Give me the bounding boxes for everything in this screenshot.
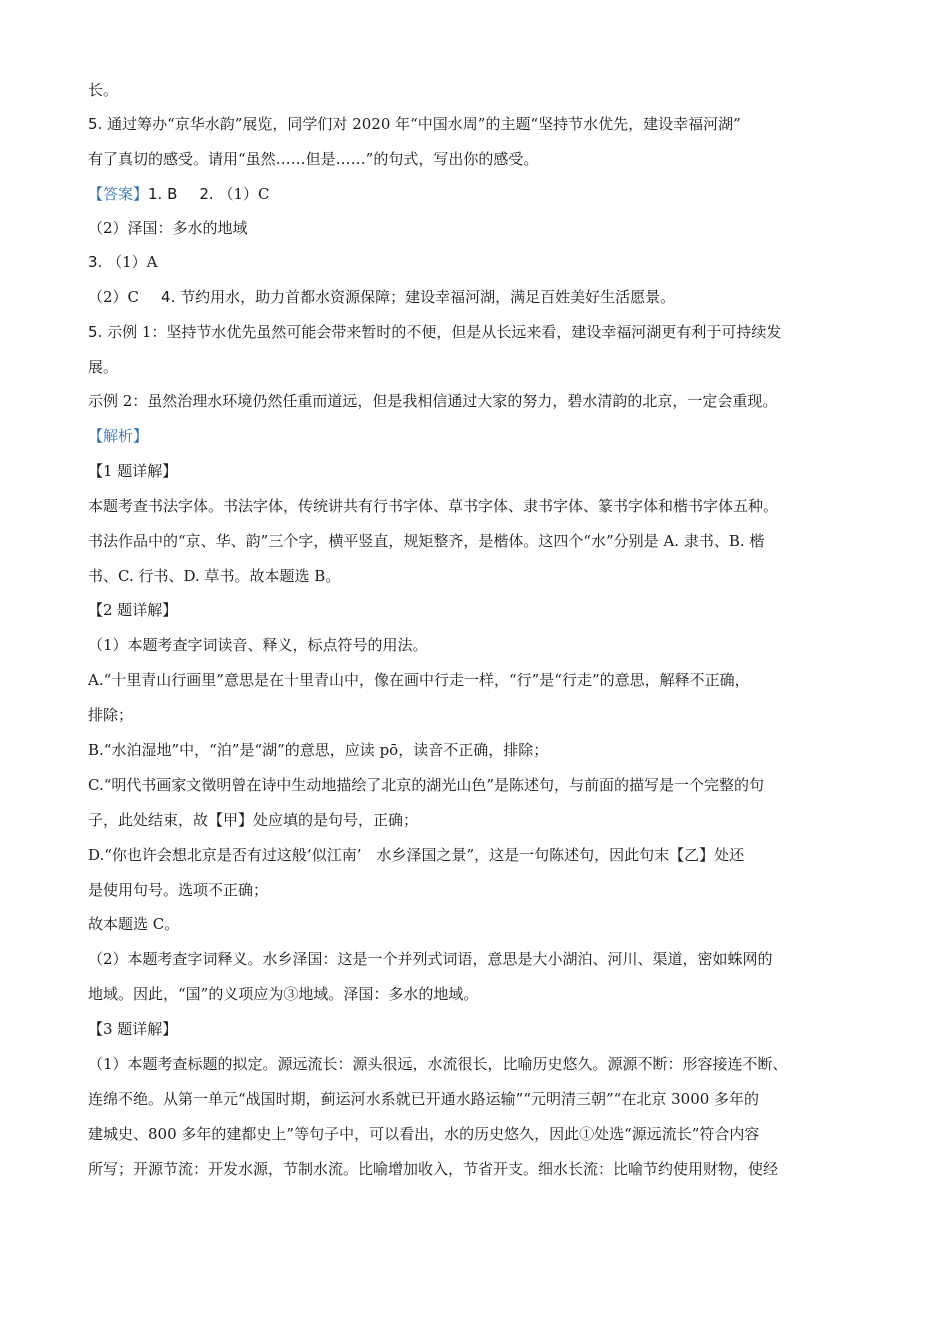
text-line — [88, 531, 873, 551]
analysis-heading — [88, 426, 873, 446]
question-number: 3. — [88, 253, 103, 271]
text-line — [88, 949, 873, 969]
line-text: 【3 题详解】 — [88, 1020, 178, 1038]
section-heading — [88, 461, 873, 481]
answer-4: 节约用水，助力首都水资源保障；建设幸福河湖，满足百姓美好生活愿景。 — [180, 288, 676, 306]
line-text: 是使用句号。选项不正确； — [88, 881, 269, 899]
question-number: 4. — [161, 288, 176, 306]
text-line — [88, 810, 873, 830]
text-line — [88, 1159, 873, 1179]
text-line — [88, 149, 873, 169]
line-text: A.“十里青山行画里”意思是在十里青山中，像在画中行走一样，“行”是“行走”的意思，解释不正确， — [88, 671, 750, 689]
line-text: 本题考查书法字体。书法字体，传统讲共有行书字体、草书字体、隶书字体、篆书字体和楷书字体五种。 — [88, 497, 779, 515]
question-number: 5. — [88, 115, 103, 133]
text-line — [88, 1054, 873, 1074]
text-line — [88, 740, 873, 760]
text-line — [88, 357, 873, 377]
line-text: （1）本题考查标题的拟定。源远流长：源头很远，水流很长，比喻历史悠久。源源不断：形容接连不断、 — [88, 1055, 788, 1073]
line-text: 展。 — [88, 358, 119, 376]
answer-tag: 【答案】 — [88, 185, 149, 203]
line-text: 子，此处结束，故【甲】处应填的是句号，正确； — [88, 811, 419, 829]
question-number: 2. — [199, 185, 214, 203]
line-text: （1）本题考查字词读音、释义，标点符号的用法。 — [88, 636, 428, 654]
text-line — [88, 1089, 873, 1109]
answer-3-line — [88, 252, 873, 272]
line-text: D.“你也许会想北京是否有过这般‘似江南’ 水乡泽国之景”，这是一句陈述句，因此句末【乙】处还 — [88, 846, 745, 864]
analysis-tag: 【解析】 — [88, 427, 149, 445]
text-line — [88, 1124, 873, 1144]
answer-5-line — [88, 322, 873, 342]
line-text: 通过筹办“京华水韵”展览，同学们对 2020 年“中国水周”的主题“坚持节水优先，建设幸福河湖” — [107, 115, 741, 133]
line-text: 有了真切的感受。请用“虽然……但是……”的句式，写出你的感受。 — [88, 150, 539, 168]
text-line — [88, 496, 873, 516]
question-number: 5. — [88, 323, 103, 341]
section-heading — [88, 600, 873, 620]
text-line — [88, 775, 873, 795]
line-text: 建城史、800 多年的建都史上”等句子中，可以看出，水的历史悠久，因此①处选“源远流长”符合内容 — [88, 1125, 760, 1143]
line-text: （1）A — [107, 253, 158, 271]
line-text: （2）本题考查字词释义。水乡泽国：这是一个并列式词语，意思是大小湖泊、河川、渠道，密如蛛网的 — [88, 950, 773, 968]
line-text: （2）泽国：多水的地域 — [88, 219, 248, 237]
line-text: 示例 1：坚持节水优先虽然可能会带来暂时的不便，但是从长远来看，建设幸福河湖更有利于可持续发 — [107, 323, 782, 341]
text-line — [88, 80, 873, 100]
line-text: 示例 2：虽然治理水环境仍然任重而道远，但是我相信通过大家的努力，碧水清韵的北京，一定会重现。 — [88, 392, 778, 410]
text-line — [88, 566, 873, 586]
answer-1: 1. B — [148, 185, 178, 203]
line-text: 所写；开源节流：开发水源，节制水流。比喻增加收入，节省开支。细水长流：比喻节约使用财物，使经 — [88, 1160, 779, 1178]
line-text: 书法作品中的“京、华、韵”三个字，横平竖直，规矩整齐，是楷体。这四个“水”分别是 A. 隶书、B. 楷 — [88, 532, 765, 550]
text-line — [88, 635, 873, 655]
line-text: 连绵不绝。从第一单元“战国时期，蓟运河水系就已开通水路运输”“元明清三朝”“在北京 3000 多年的 — [88, 1090, 760, 1108]
line-text: 【1 题详解】 — [88, 462, 178, 480]
question-5-line — [88, 114, 873, 134]
text-line — [88, 914, 873, 934]
text-line — [88, 845, 873, 865]
line-text: B.“水泊湿地”中，“泊”是“湖”的意思，应读 pō，读音不正确，排除； — [88, 741, 549, 759]
line-text: 长。 — [88, 81, 119, 99]
line-text: 排除； — [88, 706, 134, 724]
line-text: 【2 题详解】 — [88, 601, 178, 619]
answer-2-1: （1）C — [218, 185, 270, 203]
text-line — [88, 218, 873, 238]
answer-3-2: （2）C — [88, 288, 140, 306]
line-text: 故本题选 C。 — [88, 915, 180, 933]
answer-line — [88, 287, 873, 307]
answer-line — [88, 184, 873, 204]
line-text: 地域。因此，“国”的义项应为③地域。泽国：多水的地域。 — [88, 985, 479, 1003]
line-text: 书、C. 行书、D. 草书。故本题选 B。 — [88, 567, 341, 585]
line-text: C.“明代书画家文徵明曾在诗中生动地描绘了北京的湖光山色”是陈述句，与前面的描写是一个完整的句 — [88, 776, 765, 794]
text-line — [88, 670, 873, 690]
text-line — [88, 880, 873, 900]
section-heading — [88, 1019, 873, 1039]
text-line — [88, 984, 873, 1004]
text-line — [88, 391, 873, 411]
text-line — [88, 705, 873, 725]
